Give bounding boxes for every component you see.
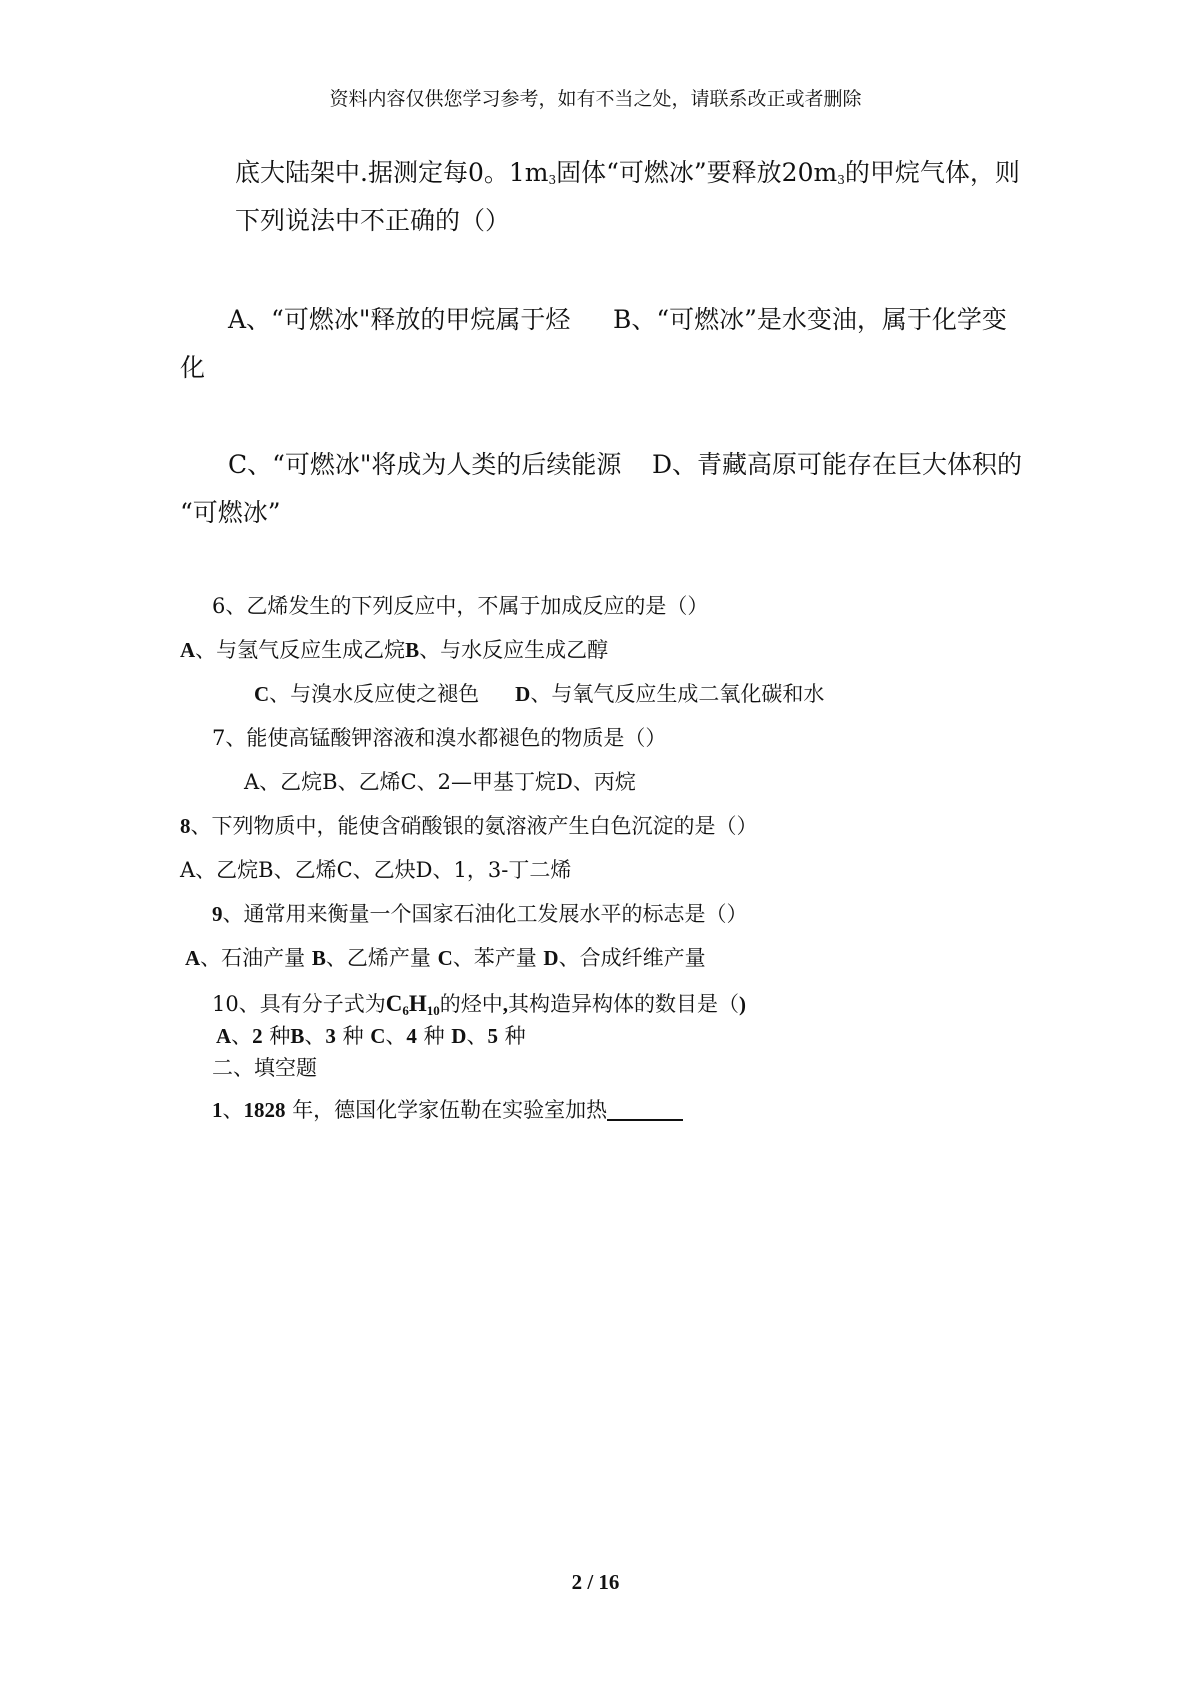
q9-stem: 9、通常用来衡量一个国家石油化工发展水平的标志是（） xyxy=(212,902,748,926)
q8-options: A、乙烷B、乙烯C、乙炔D、1，3-丁二烯 xyxy=(180,858,572,882)
fill-question-1: 1、1828 年，德国化学家伍勒在实验室加热 xyxy=(212,1100,683,1121)
q7-options: A、乙烷B、乙烯C、2—甲基丁烷D、丙烷 xyxy=(244,770,636,794)
answer-blank[interactable] xyxy=(607,1101,683,1121)
page-number: 2 / 16 xyxy=(571,1570,620,1594)
q6-options-ab: A、与氢气反应生成乙烷B、与水反应生成乙醇 xyxy=(180,638,609,662)
q7-stem: 7、能使高锰酸钾溶液和溴水都褪色的物质是（） xyxy=(212,726,667,750)
q5-option-a: A、“可燃冰"释放的甲烷属于烃 xyxy=(228,305,571,334)
q5-option-c: C、“可燃冰"将成为人类的后续能源 xyxy=(228,450,622,479)
q10-stem: 10、具有分子式为$C_6H_{10}$的烃中,其构造异构体的数目是（) xyxy=(212,991,746,1018)
q5-option-d-continued: “可燃冰” xyxy=(180,498,281,527)
q8-stem: 8、下列物质中，能使含硝酸银的氨溶液产生白色沉淀的是（） xyxy=(180,814,758,838)
q5-option-d: D、青藏高原可能存在巨大体积的 xyxy=(652,450,1023,479)
q6-options-cd: C、与溴水反应使之褪色 D、与氧气反应生成二氧化碳和水 xyxy=(254,682,825,706)
q5-stem-line2: 下列说法中不正确的（） xyxy=(235,206,511,235)
q9-options: A、石油产量 B、乙烯产量 C、苯产量 D、合成纤维产量 xyxy=(185,946,706,970)
page-header: 资料内容仅供您学习参考，如有不当之处，请联系改正或者删除 xyxy=(329,88,862,110)
q5-option-b: B、“可燃冰”是水变油，属于化学变 xyxy=(613,305,1007,334)
q10-options: A、2 种B、3 种 C、4 种 D、5 种 xyxy=(216,1024,526,1048)
q5-stem-line1: 底大陆架中.据测定每0。$1m_3$固体“可燃冰”要释放$20m_3$的甲烷气体，则 xyxy=(235,158,1020,187)
q5-option-b-continued: 化 xyxy=(180,353,206,382)
section-title-fill-in: 二、填空题 xyxy=(212,1056,317,1080)
q6-stem: 6、乙烯发生的下列反应中，不属于加成反应的是（） xyxy=(212,594,709,618)
